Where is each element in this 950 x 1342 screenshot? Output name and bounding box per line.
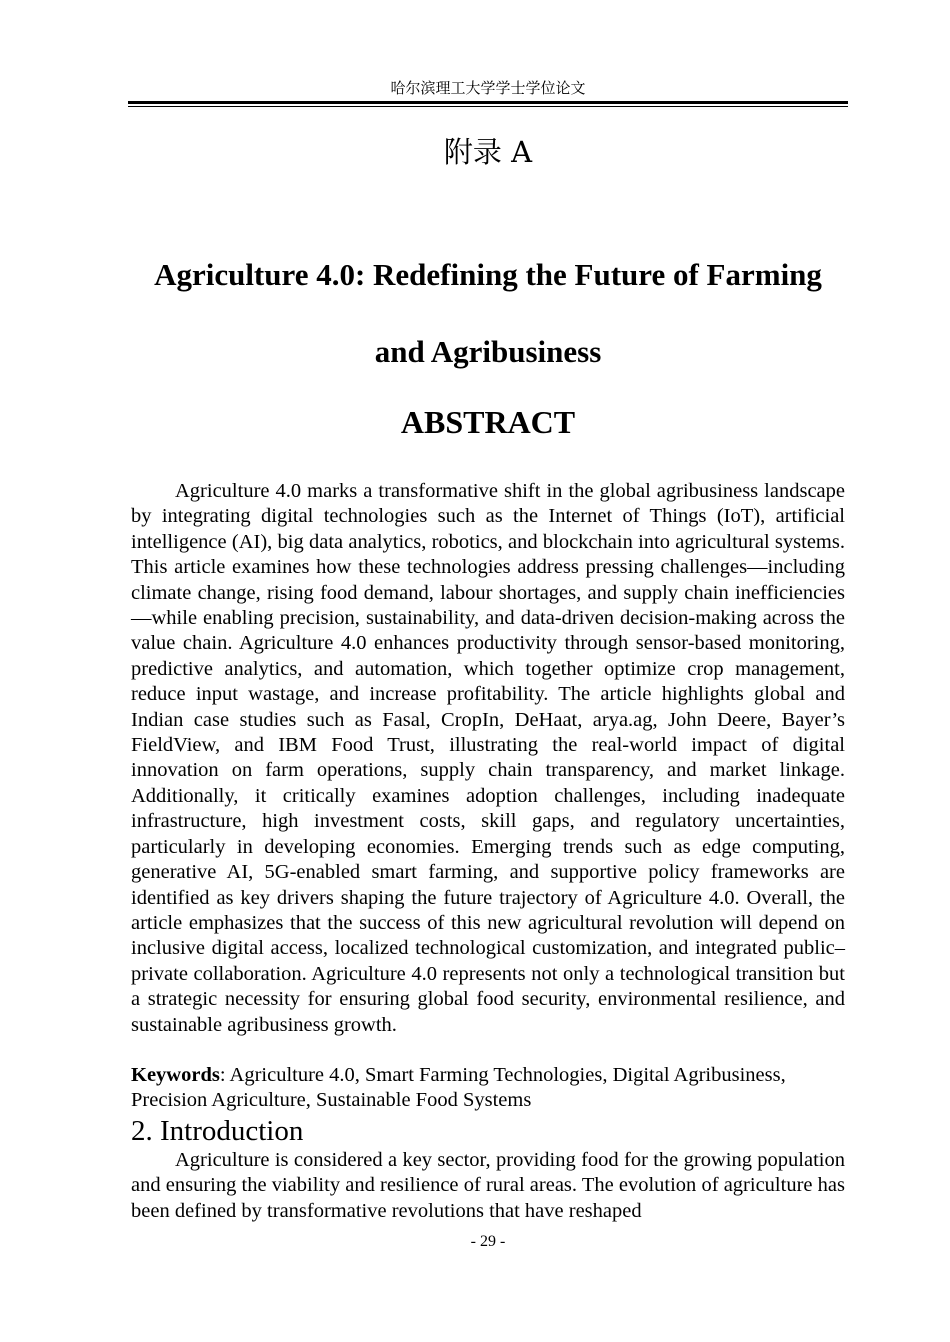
introduction-heading: 2. Introduction	[131, 1115, 304, 1147]
paper-title-line-1: Agriculture 4.0: Redefining the Future of Farming	[154, 257, 822, 292]
keywords-paragraph	[131, 1063, 845, 1114]
keywords-label: Keywords	[131, 1064, 220, 1086]
keywords-list: : Agriculture 4.0, Smart Farming Technologies, Digital Agribusiness, Precision Agriculture, Sustainable Food Systems	[131, 1064, 786, 1112]
header-rule-thin	[128, 106, 848, 107]
paper-title	[128, 236, 848, 390]
paper-title-line-2: and Agribusiness	[374, 334, 602, 369]
abstract-paragraph: Agriculture 4.0 marks a transformative shift in the global agribusiness landscape by integrating digital technologies such as the Internet of Things (IoT), artificial intelligence (AI), big data analytics, robotics, and blockchain into agricultural systems. This article examines how these technologies address pressing challenges—including climate change, rising food demand, labour shortages, and supply chain inefficiencies—while enabling precision, sustainability, and data-driven decision-making across the value chain. Agriculture 4.0 enhances productivity through sensor-based monitoring, predictive analytics, and automation, which together optimize crop management, reduce input wastage, and increase profitability. The article highlights global and Indian case studies such as Fasal, CropIn, DeHaat, arya.ag, John Deere, Bayer’s FieldView, and IBM Food Trust, illustrating the real-world impact of digital innovation on farm operations, supply chain transparency, and market linkage. Additionally, it critically examines adoption challenges, including inadequate infrastructure, high investment costs, skill gaps, and regulatory uncertainties, particularly in developing economies. Emerging trends such as edge computing, generative AI, 5G-enabled smart farming, and supportive policy frameworks are identified as key drivers shaping the future trajectory of Agriculture 4.0. Overall, the article emphasizes that the success of this new agricultural revolution will depend on inclusive digital access, localized technological customization, and integrated public–private collaboration. Agriculture 4.0 represents not only a technological transition but a strategic necessity for ensuring global food security, environmental resilience, and sustainable agribusiness growth.	[131, 480, 845, 1036]
appendix-title: 附录 A	[443, 135, 533, 169]
introduction-paragraph: Agriculture is considered a key sector, providing food for the growing population and ensuring the viability and resilience of rural areas. The evolution of agriculture has been defined by transformative revolutions that have reshaped	[131, 1149, 845, 1222]
page-number: - 29 -	[470, 1233, 506, 1250]
abstract-heading: ABSTRACT	[400, 404, 576, 440]
header-rule-thick	[128, 101, 848, 104]
running-header: 哈尔滨理工大学学士学位论文	[390, 79, 586, 97]
